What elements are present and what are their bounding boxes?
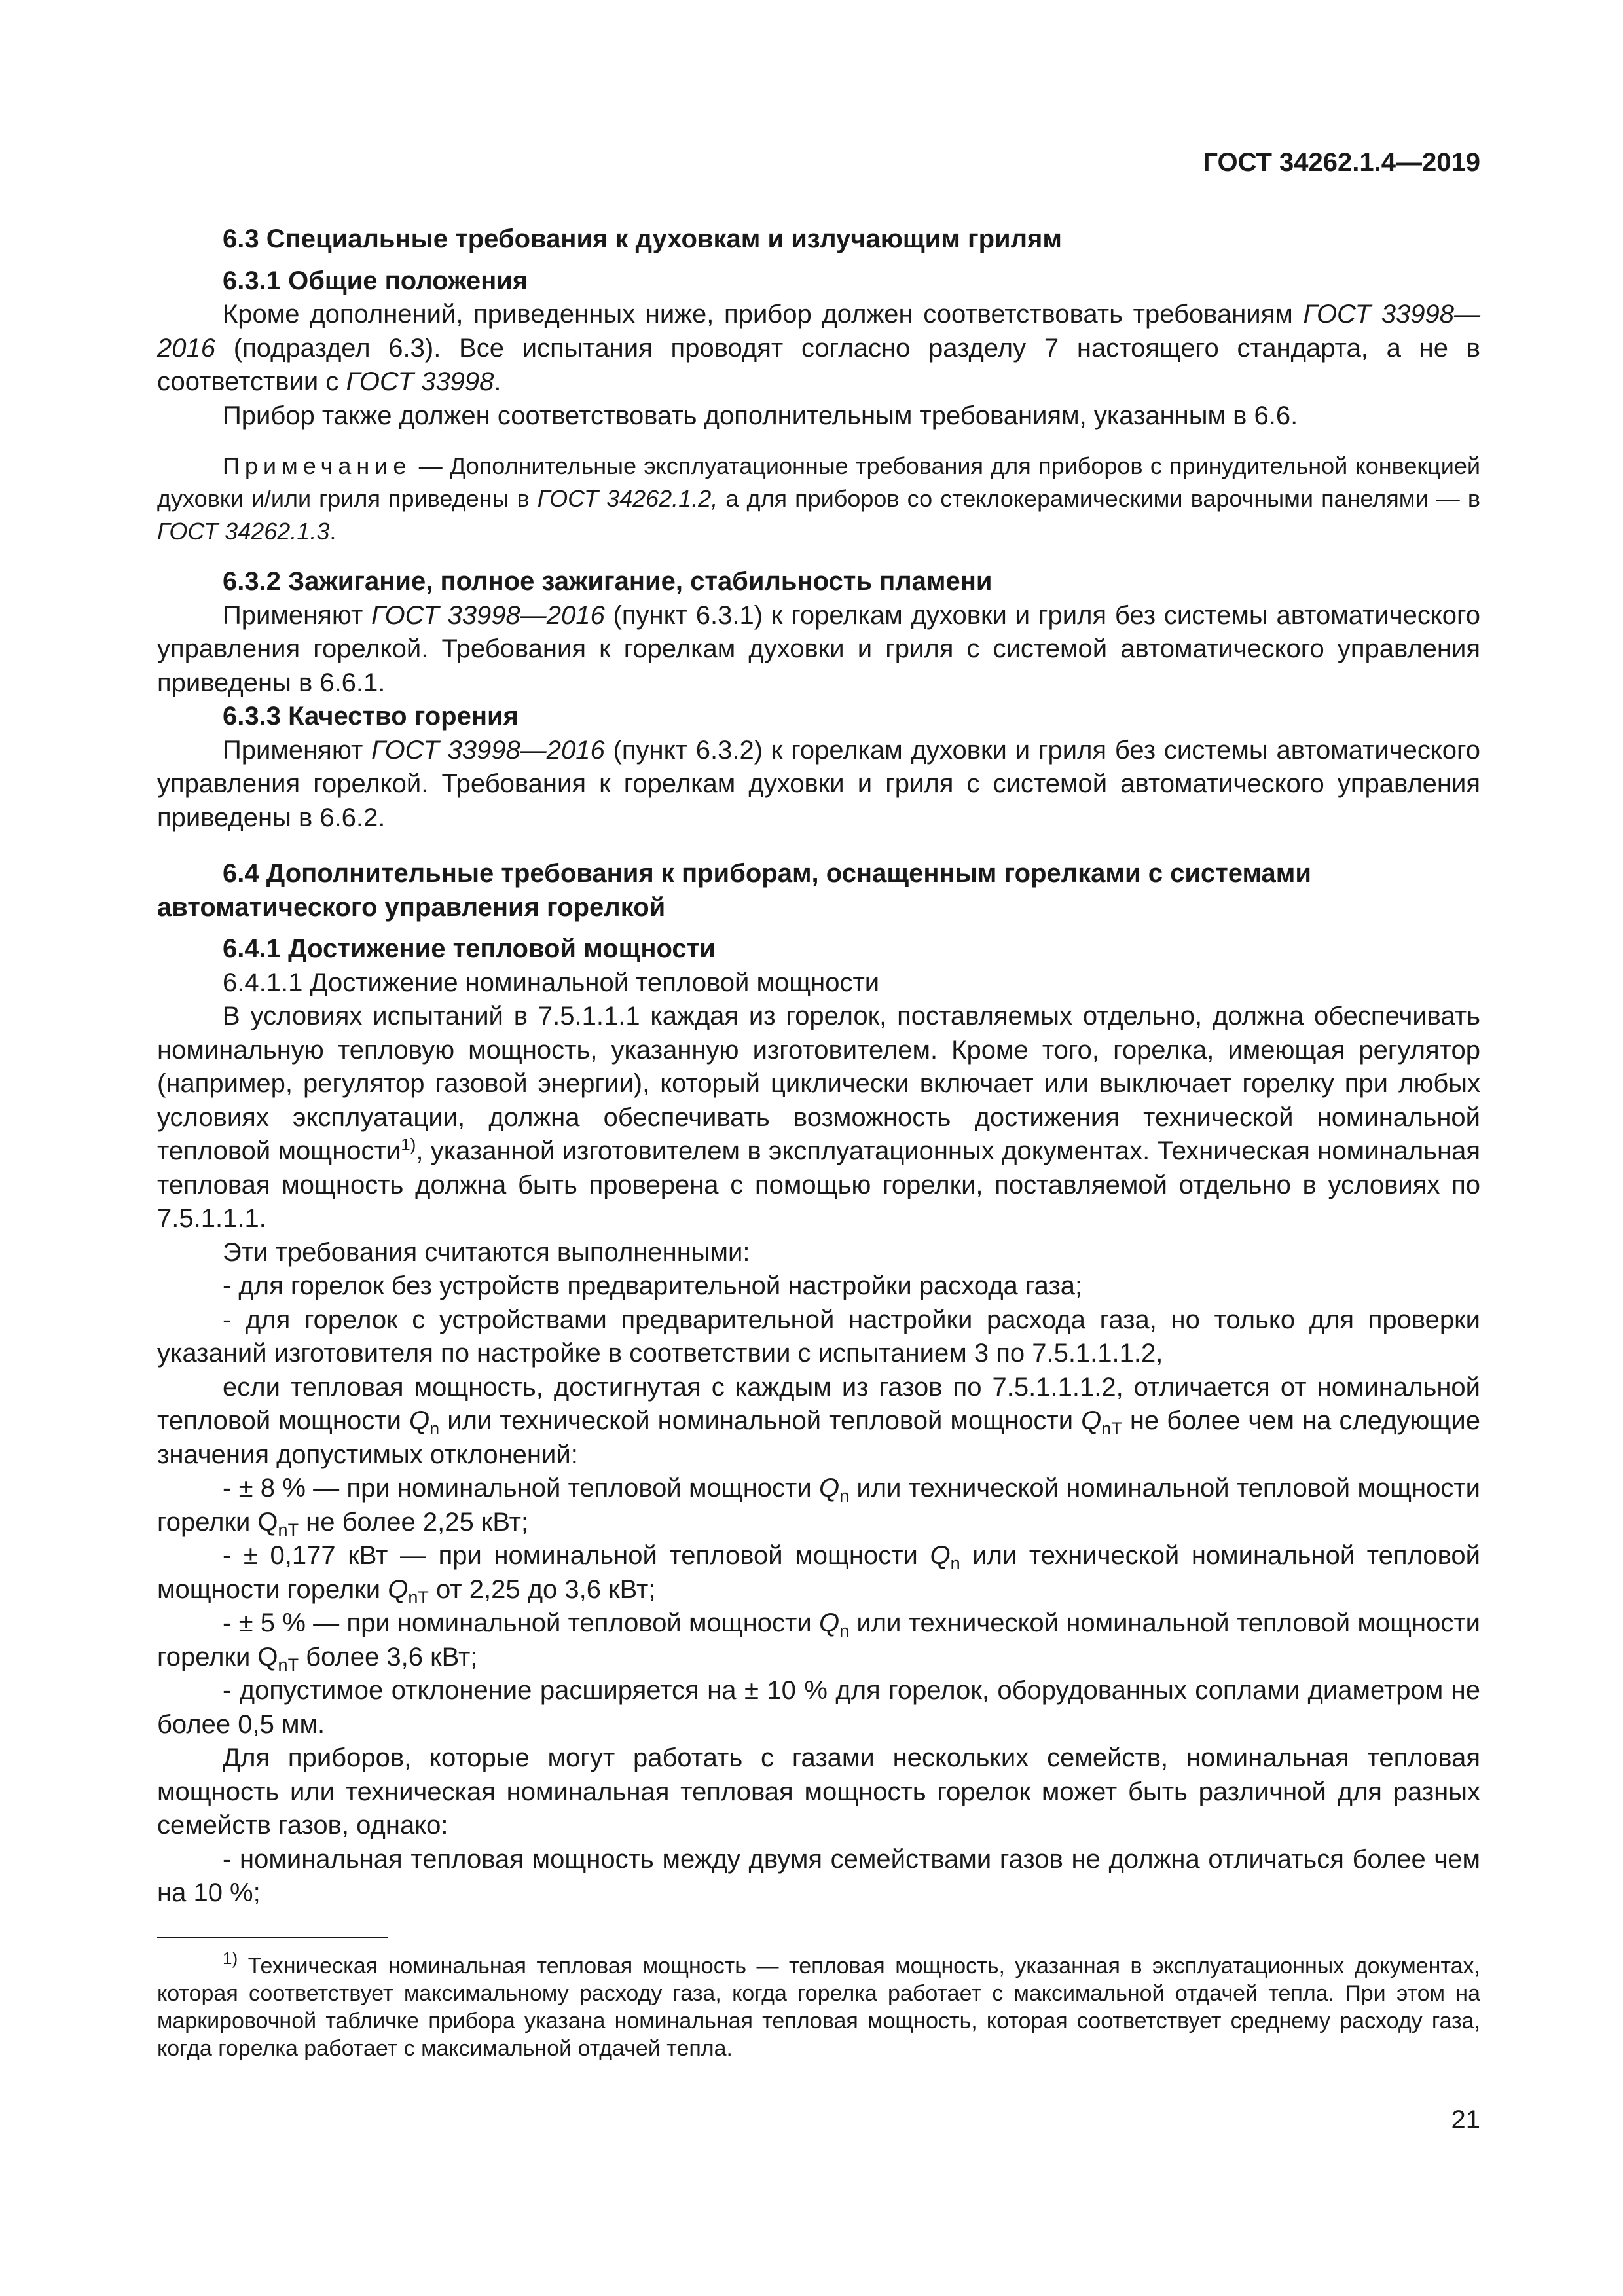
section-6-4-heading: 6.4 Дополнительные требования к приборам, оснащенным горелками с системами автоматического управления горелкой <box>157 859 1311 922</box>
paragraph: Прибор также должен соответствовать дополнительным требованиям, указанным в 6.6. <box>223 401 1298 430</box>
list-item: - ± 8 % — при номинальной тепловой мощности $Q_n$ или технической номинальной тепловой мощности горелки $Q_{nT}$ не более 2,25 кВт; <box>157 1474 1481 1540</box>
paragraph: В условиях испытаний в 7.5.1.1.1 каждая из горелок, поставляемых отдельно, должна обеспечивать номинальную тепловую мощность, указанную изготовителем. Кроме того, горелка, имеющая регулятор (например, регулятор газовой энергии), который циклически включает или выключает горелку при любых условиях эксплуатации, должна обеспечивать возможность достижения технической номинальной тепловой мощности$^{1)}$, указанной изготовителем в эксплуатационных документах. Техническая номинальная тепловая мощность должна быть проверена с помощью горелки, поставляемой отдельно в условиях по 7.5.1.1.1. <box>157 1002 1480 1233</box>
note-label: Примечание <box>223 452 412 479</box>
list-item: - для горелок без устройств предварительной настройки расхода газа; <box>223 1271 1083 1300</box>
section-6-3-heading: 6.3 Специальные требования к духовкам и излучающим грилям <box>223 225 1062 253</box>
note: Примечание — Дополнительные эксплуатационные требования для приборов с принудительной конвекцией духовки и/или гриля приведены в ГОСТ 34262.1.2, а для приборов со стеклокерамическими варочными панелями — в ГОСТ 34262.1.3. <box>157 452 1481 545</box>
list-item: - для горелок с устройствами предварительной настройки расхода газа, но только для проверки указаний изготовителя по настройке в соответствии с испытанием 3 по 7.5.1.1.1.2, <box>157 1305 1480 1368</box>
paragraph: Применяют ГОСТ 33998—2016 (пункт 6.3.1) к горелкам духовки и гриля без системы автоматического управления горелкой. Требования к горелкам духовки и гриля с системой автоматического управления приведены в 6.6.1. <box>157 600 1480 697</box>
section-6-3-2-heading: 6.3.2 Зажигание, полное зажигание, стабильность пламени <box>223 567 993 596</box>
section-6-3-1-heading: 6.3.1 Общие положения <box>223 266 528 295</box>
standard-reference: ГОСТ 34262.1.2, <box>537 485 718 512</box>
standard-reference: ГОСТ 33998 <box>346 367 494 396</box>
page-number: 21 <box>1451 2105 1480 2134</box>
footnote-marker: 1) <box>401 1135 416 1154</box>
document-header-id: ГОСТ 34262.1.4—2019 <box>1203 148 1480 177</box>
footnote-marker: 1) <box>223 1948 238 1968</box>
list-item: - допустимое отклонение расширяется на ± 10 % для горелок, оборудованных соплами диаметром не более 0,5 мм. <box>157 1676 1480 1739</box>
standard-reference: ГОСТ 34262.1.3 <box>157 518 330 545</box>
section-6-3-3-heading: 6.3.3 Качество горения <box>223 702 519 731</box>
standard-reference: ГОСТ 33998—2016 <box>371 735 605 765</box>
standard-reference: ГОСТ 33998—2016 <box>157 300 1480 363</box>
section-6-4-1-1-heading: 6.4.1.1 Достижение номинальной тепловой мощности <box>223 968 880 997</box>
paragraph: если тепловая мощность, достигнутая с каждым из газов по 7.5.1.1.1.2, отличается от номинальной тепловой мощности $Q_n$ или технической номинальной тепловой мощности $Q_{nT}$ не более чем на следующие значения допустимых отклонений: <box>157 1372 1480 1469</box>
footnote-divider <box>157 1937 388 1938</box>
footnote: $^{1)}$ Техническая номинальная тепловая мощность — тепловая мощность, указанная в эксплуатационных документах, которая соответствует максимальному расходу газа, когда горелка работает с максимальной отдачей тепла. При этом на маркировочной табличке прибора указана номинальная тепловая мощность, которая соответствует среднему расходу газа, когда горелка работает с максимальной отдачей тепла. <box>157 1948 1480 2061</box>
main-content <box>157 223 1480 1910</box>
section-6-4-1-heading: 6.4.1 Достижение тепловой мощности <box>223 934 716 963</box>
paragraph: Кроме дополнений, приведенных ниже, прибор должен соответствовать требованиям ГОСТ 33998—2016 (подраздел 6.3). Все испытания проводят согласно разделу 7 настоящего стандарта, а не в соответствии с ГОСТ 33998. <box>157 300 1480 396</box>
paragraph: Эти требования считаются выполненными: <box>223 1237 750 1267</box>
standard-reference: ГОСТ 33998—2016 <box>371 600 605 630</box>
paragraph: Для приборов, которые могут работать с газами нескольких семейств, номинальная тепловая мощность или техническая номинальная тепловая мощность горелок может быть различной для разных семейств газов, однако: <box>157 1743 1480 1840</box>
list-item: - ± 5 % — при номинальной тепловой мощности $Q_n$ или технической номинальной тепловой мощности горелки $Q_{nT}$ более 3,6 кВт; <box>157 1609 1481 1675</box>
paragraph: Применяют ГОСТ 33998—2016 (пункт 6.3.2) к горелкам духовки и гриля без системы автоматического управления горелкой. Требования к горелкам духовки и гриля с системой автоматического управления приведены в 6.6.2. <box>157 735 1480 832</box>
list-item: - номинальная тепловая мощность между двумя семействами газов не должна отличаться более чем на 10 %; <box>157 1844 1480 1907</box>
list-item: - ± 0,177 кВт — при номинальной тепловой мощности $Q_n$ или технической номинальной тепловой мощности горелки $Q_{nT}$ от 2,25 до 3,6 кВт; <box>157 1541 1481 1607</box>
